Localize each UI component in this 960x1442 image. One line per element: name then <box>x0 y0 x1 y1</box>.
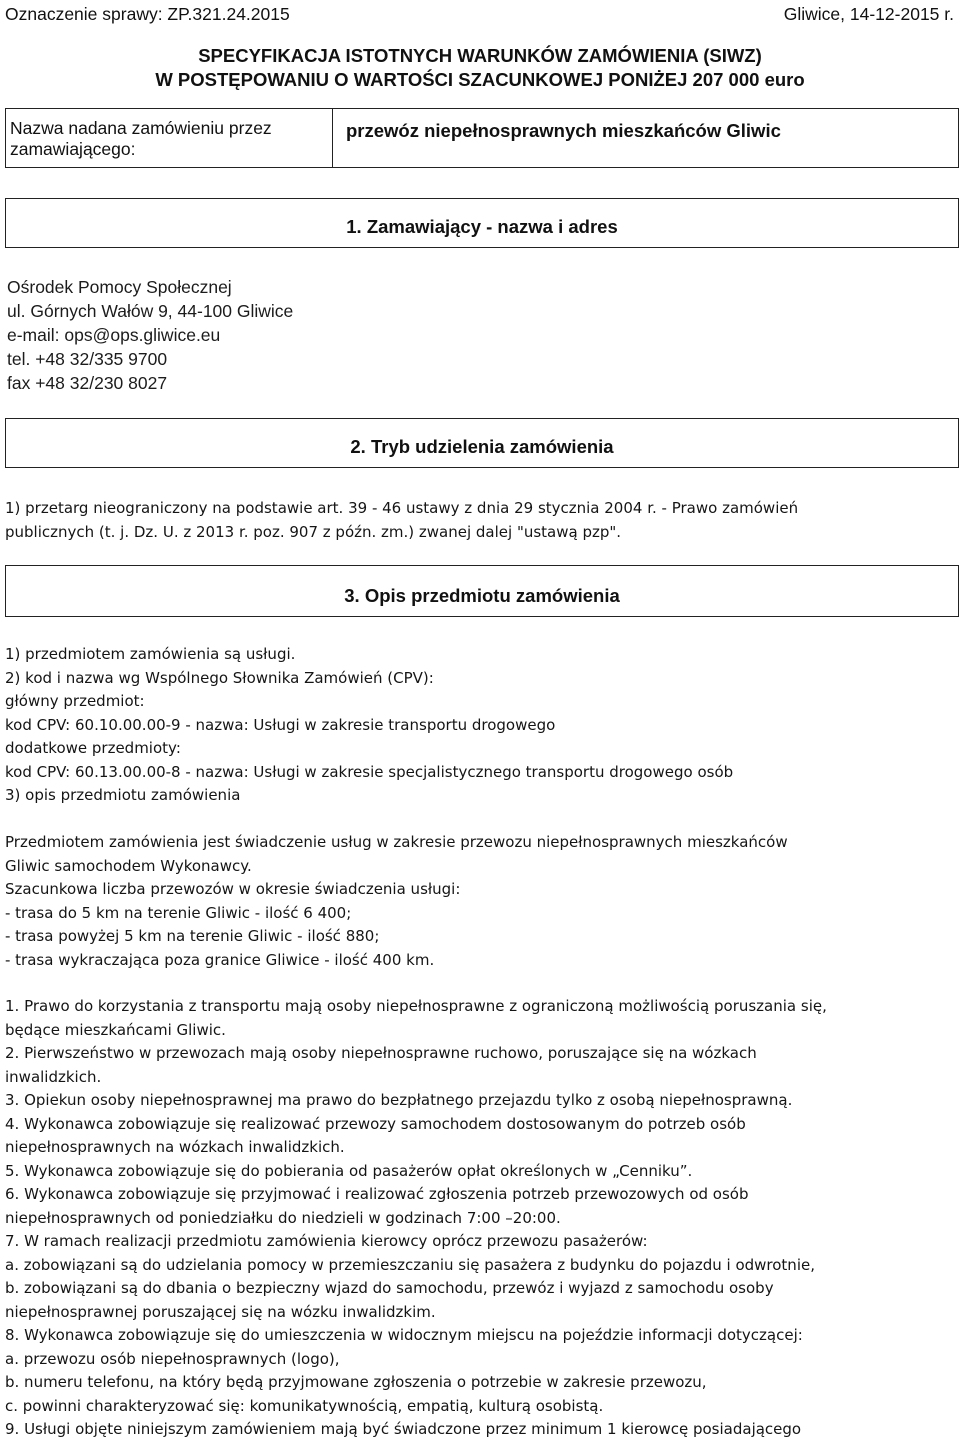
text-line: główny przedmiot: <box>5 692 145 710</box>
place-date: Gliwice, 14-12-2015 r. <box>783 4 954 24</box>
rule-line: niepełnosprawnych na wózkach inwalidzkich. <box>5 1138 345 1156</box>
contracting-authority-address <box>7 275 293 395</box>
rule-line: 6. Wykonawca zobowiązuje się przyjmować i realizować zgłoszenia potrzeb przewozowych od osób <box>5 1185 749 1203</box>
section-1-heading: 1. Zamawiający - nazwa i adres <box>346 216 618 237</box>
text-line: 1) przetarg nieograniczony na podstawie art. 39 - 46 ustawy z dnia 29 stycznia 2004 r. - Prawo zamówień <box>5 499 799 517</box>
document-title: SPECYFIKACJA ISTOTNYCH WARUNKÓW ZAMÓWIENIA (SIWZ) <box>198 45 762 66</box>
rule-line: 8. Wykonawca zobowiązuje się do umieszczenia w widocznym miejscu na pojeździe informacji dotyczącej: <box>5 1326 803 1344</box>
rule-line: b. numeru telefonu, na który będą przyjmowane zgłoszenia o potrzebie w zakresie przewozu, <box>5 1373 707 1391</box>
rule-line: 3. Opiekun osoby niepełnosprawnej ma prawo do bezpłatnego przejazdu tylko z osobą niepełnosprawną. <box>5 1091 793 1109</box>
address-line: Ośrodek Pomocy Społecznej <box>7 277 232 297</box>
text-line: 3) opis przedmiotu zamówienia <box>5 786 241 804</box>
route-line: - trasa do 5 km na terenie Gliwic - ilość 6 400; <box>5 903 352 922</box>
route-line: - trasa powyżej 5 km na terenie Gliwic - ilość 880; <box>5 927 380 945</box>
section-3-heading-box <box>5 565 959 617</box>
case-number: Oznaczenie sprawy: ZP.321.24.2015 <box>5 4 290 24</box>
text-line: Gliwic samochodem Wykonawcy. <box>5 856 252 875</box>
text-line: publicznych (t. j. Dz. U. z 2013 r. poz. 907 z późn. zm.) zwanej dalej "ustawą pzp". <box>5 522 622 541</box>
document-subtitle: W POSTĘPOWANIU O WARTOŚCI SZACUNKOWEJ PONIŻEJ 207 000 euro <box>155 69 805 90</box>
procedure-mode-text <box>5 497 958 544</box>
phone-line: tel. +48 32/335 9700 <box>7 349 168 369</box>
rule-line: 2. Pierwszeństwo w przewozach mają osoby niepełnosprawne ruchowo, poruszające się na wózkach <box>5 1044 757 1062</box>
order-name-label: Nazwa nadana zamówieniu przez zamawiającego: <box>10 118 272 159</box>
text-line: dodatkowe przedmioty: <box>5 739 181 757</box>
rule-line: będące mieszkańcami Gliwic. <box>5 1020 226 1039</box>
address-line: ul. Górnych Wałów 9, 44-100 Gliwice <box>7 301 294 321</box>
fax-line: fax +48 32/230 8027 <box>7 373 168 393</box>
text-line: Szacunkowa liczba przewozów w okresie świadczenia usługi: <box>5 880 461 898</box>
email-line: e-mail: ops@ops.gliwice.eu <box>7 325 221 345</box>
rule-line: inwalidzkich. <box>5 1067 102 1086</box>
route-line: - trasa wykraczająca poza granice Gliwice - ilość 400 km. <box>5 950 435 969</box>
rule-line: 7. W ramach realizacji przedmiotu zamówienia kierowcy oprócz przewozu pasażerów: <box>5 1232 648 1250</box>
rule-line: niepełnosprawnych od poniedziałku do niedzieli w godzinach 7:00 –20:00. <box>5 1208 561 1227</box>
order-name-value: przewóz niepełnosprawnych mieszkańców Gliwic <box>346 120 781 141</box>
order-name-box <box>5 108 959 168</box>
service-rules <box>5 995 958 1442</box>
subject-info <box>5 643 958 808</box>
rule-line: niepełnosprawnej poruszającej się na wózku inwalidzkim. <box>5 1302 436 1321</box>
section-1-heading-box <box>5 198 959 248</box>
rule-line: 5. Wykonawca zobowiązuje się do pobierania od pasażerów opłat określonych w „Cenniku”. <box>5 1161 693 1180</box>
cpv-additional-line: kod CPV: 60.13.00.00-8 - nazwa: Usługi w zakresie specjalistycznego transportu drogowego osób <box>5 762 734 781</box>
text-line: 1) przedmiotem zamówienia są usługi. <box>5 645 296 663</box>
rule-line: b. zobowiązani są do dbania o bezpieczny wjazd do samochodu, przewóz i wyjazd z samochodu osoby <box>5 1279 774 1297</box>
text-line: Przedmiotem zamówienia jest świadczenie usług w zakresie przewozu niepełnosprawnych mieszkańców <box>5 833 788 851</box>
rule-line: 9. Usługi objęte niniejszym zamówieniem mają być świadczone przez minimum 1 kierowcę posiadającego <box>5 1420 802 1438</box>
rule-line: 1. Prawo do korzystania z transportu mają osoby niepełnosprawne z ograniczoną możliwością poruszania się, <box>5 997 827 1015</box>
section-2-heading-box <box>5 418 959 468</box>
rule-line: a. zobowiązani są do udzielania pomocy w przemieszczaniu się pasażera z budynku do pojazdu i odwrotnie, <box>5 1255 815 1274</box>
cpv-main-line: kod CPV: 60.10.00.00-9 - nazwa: Usługi w zakresie transportu drogowego <box>5 715 556 734</box>
rule-line: c. powinni charakteryzować się: komunikatywnością, empatią, kulturą osobistą. <box>5 1396 604 1415</box>
rule-line: a. przewozu osób niepełnosprawnych (logo), <box>5 1349 340 1368</box>
section-3-heading: 3. Opis przedmiotu zamówienia <box>344 585 620 606</box>
subject-description <box>5 831 958 972</box>
text-line: 2) kod i nazwa wg Wspólnego Słownika Zamówień (CPV): <box>5 668 434 687</box>
section-2-heading: 2. Tryb udzielenia zamówienia <box>350 436 614 457</box>
rule-line: 4. Wykonawca zobowiązuje się realizować przewozy samochodem dostosowanym do potrzeb osób <box>5 1114 746 1133</box>
order-name-divider <box>332 109 333 167</box>
